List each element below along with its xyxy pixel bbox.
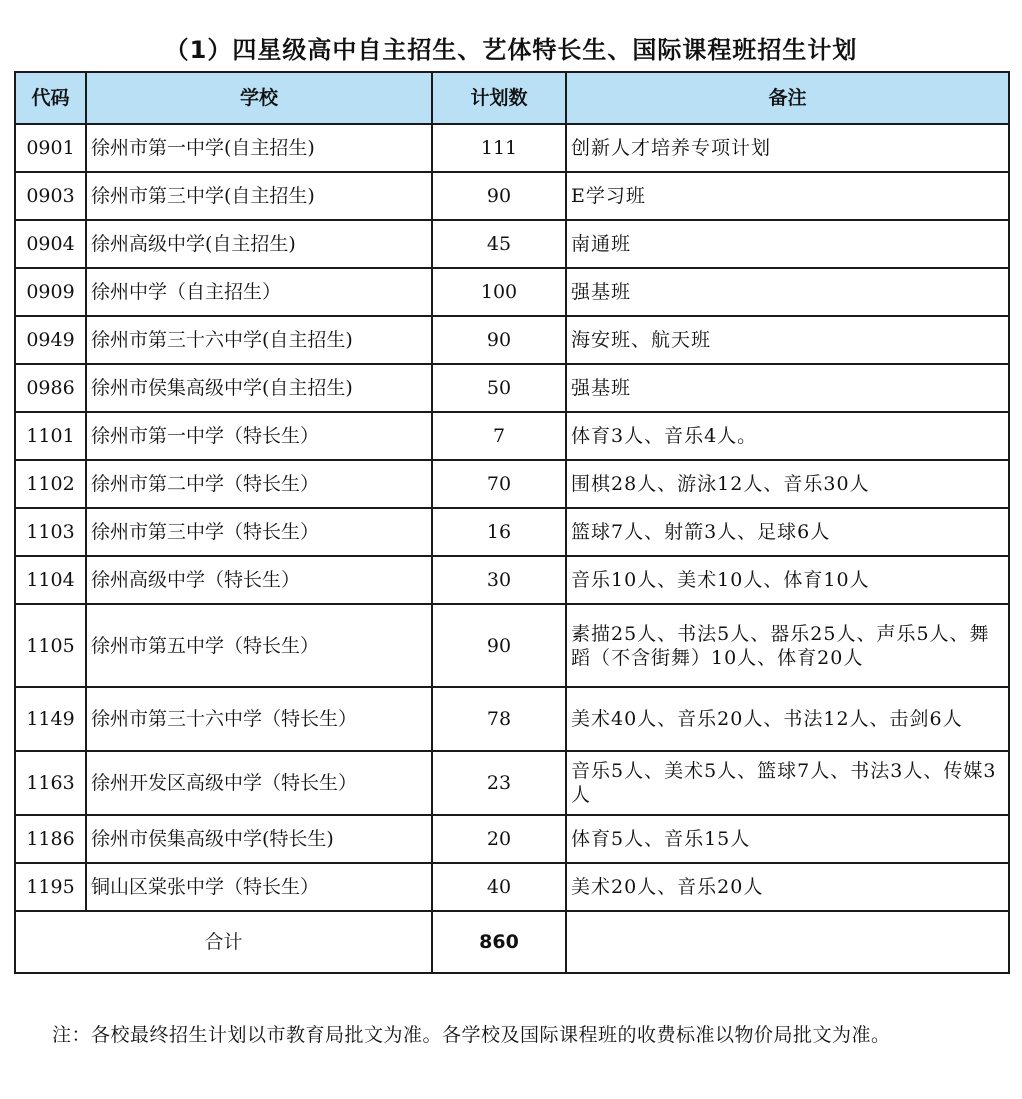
cell-school: 徐州开发区高级中学（特长生） bbox=[86, 751, 432, 815]
cell-plan: 70 bbox=[432, 460, 566, 508]
header-school: 学校 bbox=[86, 72, 432, 124]
cell-note: 音乐10人、美术10人、体育10人 bbox=[566, 556, 1009, 604]
cell-code: 0901 bbox=[15, 124, 86, 172]
cell-school: 徐州市第五中学（特长生） bbox=[86, 604, 432, 687]
table-row bbox=[15, 364, 1009, 412]
cell-note: 围棋28人、游泳12人、音乐30人 bbox=[566, 460, 1009, 508]
cell-plan: 20 bbox=[432, 815, 566, 863]
cell-code: 1104 bbox=[15, 556, 86, 604]
cell-plan: 7 bbox=[432, 412, 566, 460]
cell-note: 美术20人、音乐20人 bbox=[566, 863, 1009, 911]
total-note-empty bbox=[566, 911, 1009, 973]
cell-school: 徐州中学（自主招生） bbox=[86, 268, 432, 316]
table-row bbox=[15, 863, 1009, 911]
total-value: 860 bbox=[432, 911, 566, 973]
cell-note: 南通班 bbox=[566, 220, 1009, 268]
cell-note: 体育3人、音乐4人。 bbox=[566, 412, 1009, 460]
cell-note: E学习班 bbox=[566, 172, 1009, 220]
table-row bbox=[15, 815, 1009, 863]
cell-school: 徐州市侯集高级中学(特长生) bbox=[86, 815, 432, 863]
cell-code: 1195 bbox=[15, 863, 86, 911]
cell-school: 铜山区棠张中学（特长生） bbox=[86, 863, 432, 911]
cell-code: 1163 bbox=[15, 751, 86, 815]
cell-school: 徐州高级中学（特长生） bbox=[86, 556, 432, 604]
table-row bbox=[15, 316, 1009, 364]
cell-plan: 111 bbox=[432, 124, 566, 172]
table-row bbox=[15, 460, 1009, 508]
table-row bbox=[15, 124, 1009, 172]
cell-plan: 50 bbox=[432, 364, 566, 412]
total-row bbox=[15, 911, 1009, 973]
cell-school: 徐州市侯集高级中学(自主招生) bbox=[86, 364, 432, 412]
cell-plan: 100 bbox=[432, 268, 566, 316]
table-row bbox=[15, 751, 1009, 815]
table-row bbox=[15, 556, 1009, 604]
cell-note: 强基班 bbox=[566, 364, 1009, 412]
cell-code: 0904 bbox=[15, 220, 86, 268]
header-note: 备注 bbox=[566, 72, 1009, 124]
table-row bbox=[15, 268, 1009, 316]
header-code: 代码 bbox=[15, 72, 86, 124]
cell-school: 徐州市第三中学（特长生） bbox=[86, 508, 432, 556]
cell-code: 1186 bbox=[15, 815, 86, 863]
cell-school: 徐州高级中学(自主招生) bbox=[86, 220, 432, 268]
cell-code: 0986 bbox=[15, 364, 86, 412]
table-row bbox=[15, 412, 1009, 460]
cell-code: 1102 bbox=[15, 460, 86, 508]
table-row bbox=[15, 220, 1009, 268]
cell-note: 素描25人、书法5人、器乐25人、声乐5人、舞蹈（不含街舞）10人、体育20人 bbox=[566, 604, 1009, 687]
cell-school: 徐州市第三十六中学(自主招生) bbox=[86, 316, 432, 364]
cell-plan: 16 bbox=[432, 508, 566, 556]
footnote: 注：各校最终招生计划以市教育局批文为准。各学校及国际课程班的收费标准以物价局批文为准。 bbox=[52, 1024, 891, 1046]
table-row bbox=[15, 687, 1009, 751]
cell-code: 1101 bbox=[15, 412, 86, 460]
cell-plan: 30 bbox=[432, 556, 566, 604]
cell-note: 音乐5人、美术5人、篮球7人、书法3人、传媒3人 bbox=[566, 751, 1009, 815]
cell-school: 徐州市第一中学（特长生） bbox=[86, 412, 432, 460]
cell-code: 1103 bbox=[15, 508, 86, 556]
cell-plan: 90 bbox=[432, 604, 566, 687]
cell-code: 1105 bbox=[15, 604, 86, 687]
cell-note: 体育5人、音乐15人 bbox=[566, 815, 1009, 863]
cell-note: 强基班 bbox=[566, 268, 1009, 316]
cell-code: 0909 bbox=[15, 268, 86, 316]
cell-school: 徐州市第一中学(自主招生) bbox=[86, 124, 432, 172]
cell-plan: 90 bbox=[432, 316, 566, 364]
enrollment-plan-table bbox=[14, 71, 1010, 974]
cell-school: 徐州市第二中学（特长生） bbox=[86, 460, 432, 508]
table-row bbox=[15, 508, 1009, 556]
table-row bbox=[15, 604, 1009, 687]
cell-plan: 45 bbox=[432, 220, 566, 268]
cell-plan: 23 bbox=[432, 751, 566, 815]
total-label: 合计 bbox=[15, 911, 432, 973]
cell-code: 0903 bbox=[15, 172, 86, 220]
cell-plan: 90 bbox=[432, 172, 566, 220]
cell-note: 篮球7人、射箭3人、足球6人 bbox=[566, 508, 1009, 556]
table-header-row bbox=[15, 72, 1009, 124]
cell-school: 徐州市第三中学(自主招生) bbox=[86, 172, 432, 220]
cell-plan: 78 bbox=[432, 687, 566, 751]
cell-note: 美术40人、音乐20人、书法12人、击剑6人 bbox=[566, 687, 1009, 751]
cell-plan: 40 bbox=[432, 863, 566, 911]
table-row bbox=[15, 172, 1009, 220]
cell-school: 徐州市第三十六中学（特长生） bbox=[86, 687, 432, 751]
cell-note: 海安班、航天班 bbox=[566, 316, 1009, 364]
cell-code: 1149 bbox=[15, 687, 86, 751]
cell-code: 0949 bbox=[15, 316, 86, 364]
cell-note: 创新人才培养专项计划 bbox=[566, 124, 1009, 172]
header-plan: 计划数 bbox=[432, 72, 566, 124]
page-title: （1）四星级高中自主招生、艺体特长生、国际课程班招生计划 bbox=[164, 36, 858, 64]
